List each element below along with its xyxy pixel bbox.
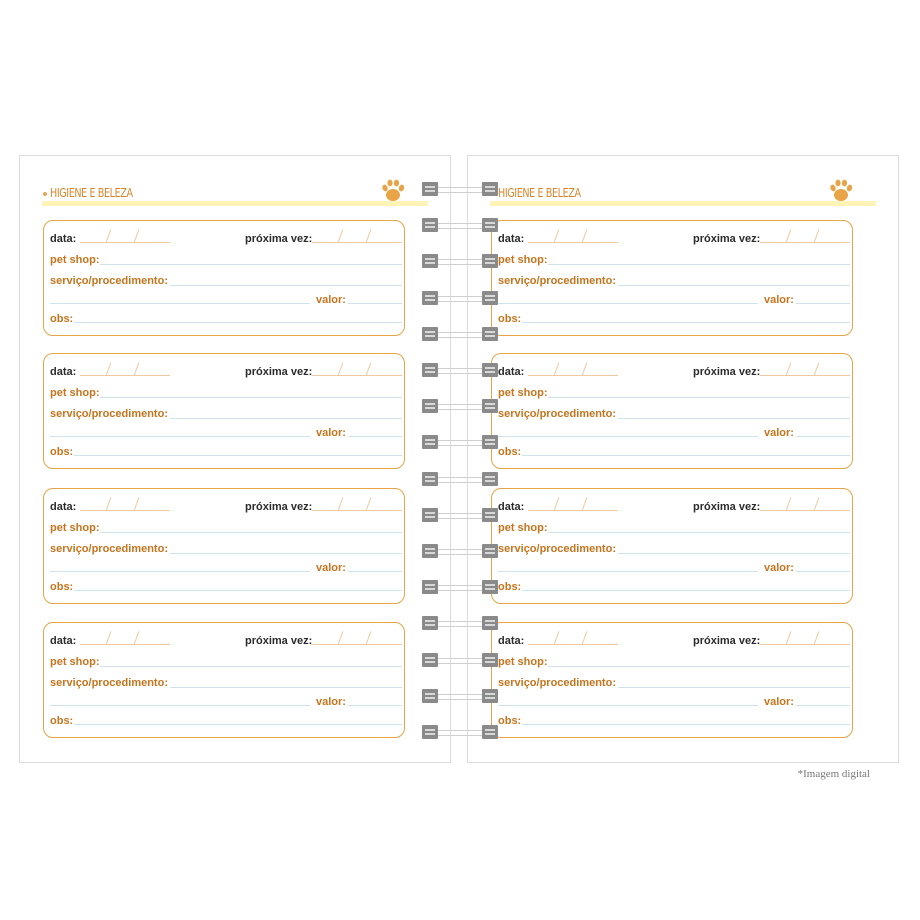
ring-clip-right <box>482 327 498 341</box>
pet-shop-field[interactable] <box>548 532 850 533</box>
notes-label: obs: <box>498 313 522 325</box>
spiral-ring-icon <box>420 687 500 705</box>
value-field[interactable] <box>348 436 402 437</box>
ring-clip-left <box>422 580 438 594</box>
ring-clip-right <box>482 580 498 594</box>
date-label: data: <box>50 635 77 647</box>
service-record-card <box>43 220 405 336</box>
spiral-ring-icon <box>420 614 500 632</box>
value-label: valor: <box>316 427 346 439</box>
ring-clip-right <box>482 291 498 305</box>
notes-field[interactable] <box>522 322 850 323</box>
date-separator <box>582 362 588 375</box>
service-field-continued[interactable] <box>50 571 310 572</box>
date-field[interactable] <box>528 242 618 243</box>
spiral-ring-icon <box>420 433 500 451</box>
date-separator <box>366 362 372 375</box>
service-label: serviço/procedimento: <box>498 275 616 287</box>
notes-field[interactable] <box>522 455 850 456</box>
next-time-label: próxima vez: <box>245 501 313 513</box>
ring-clip-left <box>422 616 438 630</box>
pet-shop-label: pet shop: <box>50 656 100 668</box>
ring-clip-left <box>422 254 438 268</box>
ring-clip-right <box>482 363 498 377</box>
ring-clip-left <box>422 435 438 449</box>
value-label: valor: <box>764 562 794 574</box>
value-field[interactable] <box>796 303 850 304</box>
ring-clip-left <box>422 472 438 486</box>
spiral-ring-icon <box>420 470 500 488</box>
date-field[interactable] <box>80 242 170 243</box>
ring-wire <box>438 513 482 519</box>
ring-clip-right <box>482 182 498 196</box>
ring-clip-right <box>482 689 498 703</box>
spiral-binding <box>420 180 500 740</box>
value-field[interactable] <box>796 436 850 437</box>
date-separator <box>786 497 792 510</box>
date-separator <box>106 497 112 510</box>
date-separator <box>134 229 140 242</box>
ring-wire <box>438 187 482 193</box>
notes-field[interactable] <box>522 590 850 591</box>
section-title: HIGIENE E BELEZA <box>498 186 581 200</box>
value-label: valor: <box>316 562 346 574</box>
ring-clip-right <box>482 435 498 449</box>
service-record-card <box>43 622 405 738</box>
next-time-label: próxima vez: <box>693 233 761 245</box>
date-separator <box>134 362 140 375</box>
value-field[interactable] <box>348 571 402 572</box>
date-label: data: <box>498 501 525 513</box>
ring-wire <box>438 223 482 229</box>
ring-wire <box>438 368 482 374</box>
value-field[interactable] <box>796 705 850 706</box>
date-separator <box>786 631 792 644</box>
page-header <box>490 184 876 206</box>
ring-wire <box>438 404 482 410</box>
date-label: data: <box>498 366 525 378</box>
spiral-ring-icon <box>420 361 500 379</box>
service-record-card <box>491 220 853 336</box>
ring-clip-right <box>482 254 498 268</box>
date-separator <box>134 497 140 510</box>
date-separator <box>338 497 344 510</box>
date-separator <box>814 631 820 644</box>
ring-clip-left <box>422 291 438 305</box>
right-page <box>467 155 899 763</box>
pet-shop-field[interactable] <box>100 264 402 265</box>
ring-clip-left <box>422 327 438 341</box>
ring-clip-left <box>422 544 438 558</box>
notes-field[interactable] <box>522 724 850 725</box>
ring-wire <box>438 259 482 265</box>
date-field[interactable] <box>80 644 170 645</box>
date-label: data: <box>50 366 77 378</box>
date-separator <box>814 497 820 510</box>
pet-shop-field[interactable] <box>548 264 850 265</box>
date-separator <box>366 497 372 510</box>
ring-clip-right <box>482 616 498 630</box>
spiral-ring-icon <box>420 397 500 415</box>
pet-shop-field[interactable] <box>548 397 850 398</box>
pet-shop-label: pet shop: <box>498 656 548 668</box>
date-separator <box>554 229 560 242</box>
next-time-field[interactable] <box>312 510 402 511</box>
service-label: serviço/procedimento: <box>50 543 168 555</box>
service-record-card <box>491 622 853 738</box>
service-record-card <box>491 488 853 604</box>
service-field[interactable] <box>170 285 402 286</box>
ring-clip-left <box>422 508 438 522</box>
date-separator <box>134 631 140 644</box>
service-label: serviço/procedimento: <box>498 543 616 555</box>
pet-shop-field[interactable] <box>100 532 402 533</box>
spiral-ring-icon <box>420 180 500 198</box>
value-label: valor: <box>316 696 346 708</box>
notes-label: obs: <box>50 446 74 458</box>
pet-shop-label: pet shop: <box>498 522 548 534</box>
ring-clip-left <box>422 182 438 196</box>
date-label: data: <box>50 233 77 245</box>
next-time-field[interactable] <box>312 644 402 645</box>
ring-wire <box>438 477 482 483</box>
date-separator <box>554 497 560 510</box>
service-record-card <box>43 353 405 469</box>
date-separator <box>338 229 344 242</box>
paw-icon <box>380 178 406 204</box>
spiral-ring-icon <box>420 651 500 669</box>
date-separator <box>786 229 792 242</box>
ring-wire <box>438 296 482 302</box>
next-time-label: próxima vez: <box>245 366 313 378</box>
ring-clip-right <box>482 544 498 558</box>
date-separator <box>786 362 792 375</box>
date-field[interactable] <box>80 510 170 511</box>
spiral-ring-icon <box>420 578 500 596</box>
value-field[interactable] <box>348 705 402 706</box>
service-label: serviço/procedimento: <box>50 677 168 689</box>
date-field[interactable] <box>528 510 618 511</box>
footnote: *Imagem digital <box>797 768 870 780</box>
notes-label: obs: <box>50 581 74 593</box>
ring-clip-right <box>482 472 498 486</box>
pet-shop-label: pet shop: <box>50 522 100 534</box>
service-field[interactable] <box>618 687 850 688</box>
service-label: serviço/procedimento: <box>50 408 168 420</box>
service-field-continued[interactable] <box>498 705 758 706</box>
service-label: serviço/procedimento: <box>498 408 616 420</box>
ring-clip-left <box>422 725 438 739</box>
next-time-field[interactable] <box>312 375 402 376</box>
pet-shop-label: pet shop: <box>50 387 100 399</box>
ring-wire <box>438 440 482 446</box>
service-field-continued[interactable] <box>50 436 310 437</box>
date-separator <box>366 229 372 242</box>
date-separator <box>338 362 344 375</box>
service-field[interactable] <box>170 687 402 688</box>
ring-clip-left <box>422 363 438 377</box>
next-time-label: próxima vez: <box>693 635 761 647</box>
date-separator <box>582 229 588 242</box>
notes-field[interactable] <box>74 455 402 456</box>
service-record-card <box>43 488 405 604</box>
notes-label: obs: <box>498 581 522 593</box>
service-field[interactable] <box>618 418 850 419</box>
date-label: data: <box>50 501 77 513</box>
date-separator <box>338 631 344 644</box>
next-time-field[interactable] <box>312 242 402 243</box>
notes-field[interactable] <box>74 322 402 323</box>
service-field-continued[interactable] <box>498 571 758 572</box>
service-field[interactable] <box>618 553 850 554</box>
service-label: serviço/procedimento: <box>498 677 616 689</box>
service-field-continued[interactable] <box>498 436 758 437</box>
service-field[interactable] <box>170 418 402 419</box>
section-title: HIGIENE E BELEZA <box>50 186 133 200</box>
ring-clip-right <box>482 725 498 739</box>
value-label: valor: <box>764 427 794 439</box>
ring-clip-left <box>422 653 438 667</box>
service-field-continued[interactable] <box>50 303 310 304</box>
next-time-field[interactable] <box>760 375 850 376</box>
spiral-ring-icon <box>420 216 500 234</box>
date-separator <box>366 631 372 644</box>
spiral-ring-icon <box>420 289 500 307</box>
ring-clip-right <box>482 653 498 667</box>
notes-label: obs: <box>498 446 522 458</box>
notes-field[interactable] <box>74 724 402 725</box>
next-time-label: próxima vez: <box>693 366 761 378</box>
ring-clip-left <box>422 218 438 232</box>
date-label: data: <box>498 233 525 245</box>
ring-clip-left <box>422 689 438 703</box>
service-field[interactable] <box>170 553 402 554</box>
spiral-ring-icon <box>420 325 500 343</box>
value-label: valor: <box>316 294 346 306</box>
page-header <box>42 184 428 206</box>
date-separator <box>106 631 112 644</box>
spiral-ring-icon <box>420 252 500 270</box>
ring-wire <box>438 730 482 736</box>
title-bullet <box>43 192 47 196</box>
header-band <box>490 201 876 206</box>
ring-clip-right <box>482 399 498 413</box>
ring-wire <box>438 621 482 627</box>
ring-wire <box>438 332 482 338</box>
value-label: valor: <box>764 696 794 708</box>
ring-wire <box>438 694 482 700</box>
service-field-continued[interactable] <box>498 303 758 304</box>
header-band <box>42 201 428 206</box>
spiral-ring-icon <box>420 723 500 741</box>
notes-label: obs: <box>498 715 522 727</box>
date-separator <box>814 362 820 375</box>
notes-label: obs: <box>50 313 74 325</box>
ring-wire <box>438 585 482 591</box>
left-page <box>19 155 451 763</box>
spiral-ring-icon <box>420 542 500 560</box>
service-record-card <box>491 353 853 469</box>
date-separator <box>582 631 588 644</box>
ring-clip-left <box>422 399 438 413</box>
ring-wire <box>438 658 482 664</box>
pet-shop-label: pet shop: <box>498 387 548 399</box>
date-field[interactable] <box>528 375 618 376</box>
service-field[interactable] <box>618 285 850 286</box>
service-field-continued[interactable] <box>50 705 310 706</box>
next-time-field[interactable] <box>760 242 850 243</box>
paw-icon <box>828 178 854 204</box>
next-time-label: próxima vez: <box>245 233 313 245</box>
pet-shop-label: pet shop: <box>498 254 548 266</box>
next-time-field[interactable] <box>760 644 850 645</box>
date-separator <box>554 362 560 375</box>
pet-shop-field[interactable] <box>548 666 850 667</box>
value-label: valor: <box>764 294 794 306</box>
notes-field[interactable] <box>74 590 402 591</box>
ring-clip-right <box>482 508 498 522</box>
pet-shop-label: pet shop: <box>50 254 100 266</box>
date-separator <box>106 362 112 375</box>
date-separator <box>582 497 588 510</box>
date-field[interactable] <box>528 644 618 645</box>
pet-shop-field[interactable] <box>100 666 402 667</box>
next-time-label: próxima vez: <box>245 635 313 647</box>
date-label: data: <box>498 635 525 647</box>
notes-label: obs: <box>50 715 74 727</box>
value-field[interactable] <box>796 571 850 572</box>
spiral-ring-icon <box>420 506 500 524</box>
date-field[interactable] <box>80 375 170 376</box>
date-separator <box>106 229 112 242</box>
pet-shop-field[interactable] <box>100 397 402 398</box>
next-time-field[interactable] <box>760 510 850 511</box>
value-field[interactable] <box>348 303 402 304</box>
date-separator <box>554 631 560 644</box>
next-time-label: próxima vez: <box>693 501 761 513</box>
date-separator <box>814 229 820 242</box>
service-label: serviço/procedimento: <box>50 275 168 287</box>
ring-clip-right <box>482 218 498 232</box>
ring-wire <box>438 549 482 555</box>
